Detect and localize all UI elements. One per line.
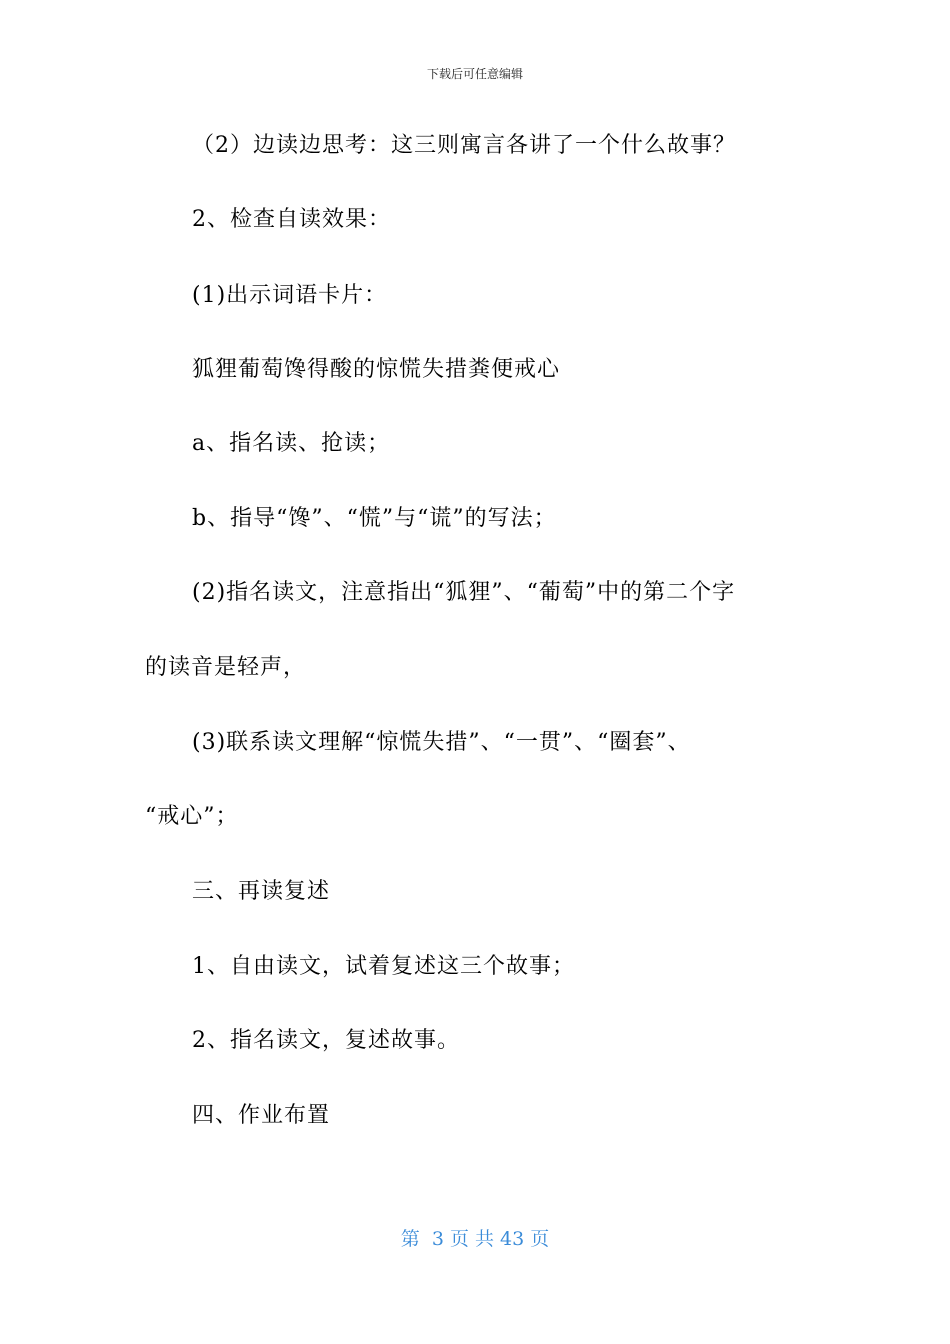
text-line: 四、作业布置: [192, 1103, 331, 1128]
text-line: （2）边读边思考：这三则寓言各讲了一个什么故事？: [192, 133, 736, 158]
page-header: 下载后可任意编辑: [426, 67, 523, 81]
text-line: 三、再读复述: [192, 879, 331, 904]
text-line: (1)出示词语卡片：: [192, 283, 388, 308]
text-line: 狐狸葡萄馋得酸的惊慌失措粪便戒心: [192, 357, 561, 382]
page-number: 第 3 页 共 43 页: [400, 1228, 550, 1250]
text-line: 1、自由读文，试着复述这三个故事；: [192, 954, 575, 979]
text-line: a、指名读、抢读；: [192, 431, 391, 456]
text-line: 2、检查自读效果：: [192, 207, 391, 232]
text-line: (2)指名读文，注意指出“狐狸”、“葡萄”中的第二个字: [192, 580, 736, 605]
text-line: 2、指名读文，复述故事。: [192, 1028, 460, 1053]
text-line: (3)联系读文理解“惊慌失措”、“一贯”、“圈套”、: [192, 730, 691, 755]
text-line: “戒心”；: [145, 804, 239, 829]
text-line: 的读音是轻声，: [145, 655, 307, 680]
text-line: b、指导“馋”、“慌”与“谎”的写法；: [192, 506, 557, 531]
